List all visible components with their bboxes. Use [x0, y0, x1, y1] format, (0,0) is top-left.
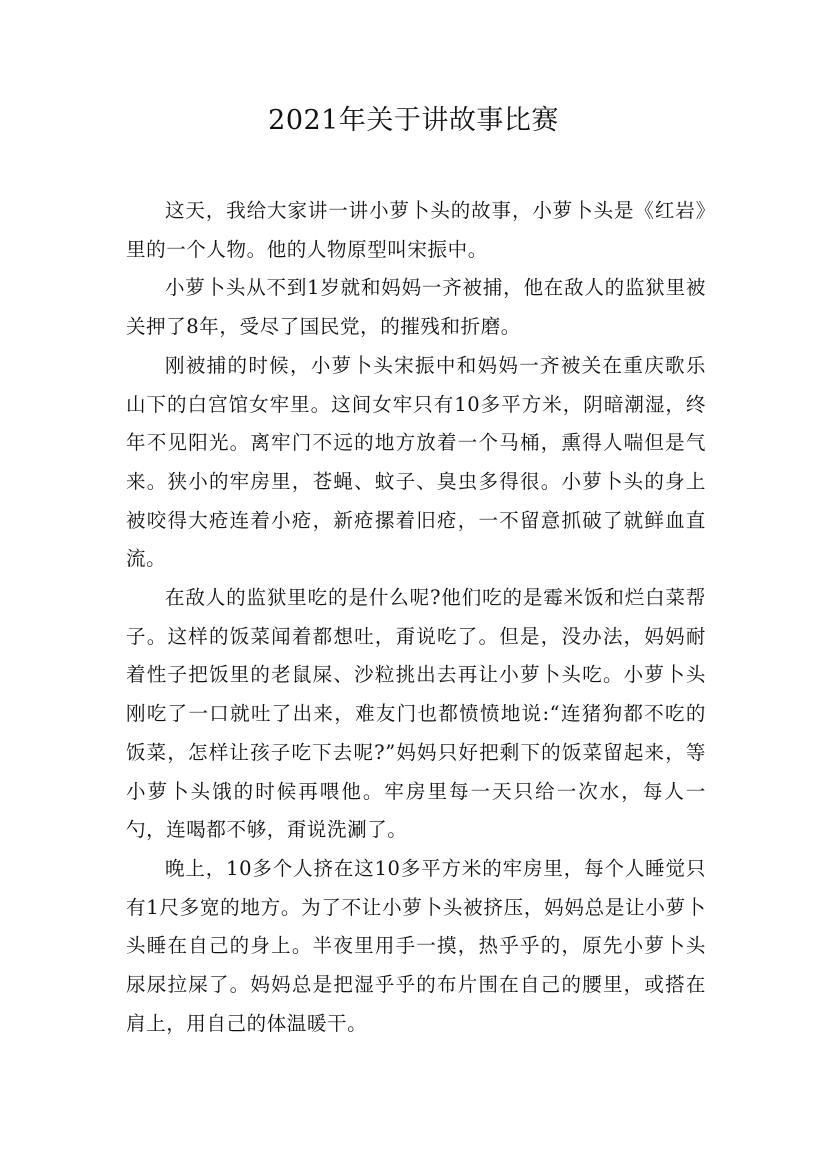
paragraph-food: 在敌人的监狱里吃的是什么呢?他们吃的是霉米饭和烂白菜帮子。这样的饭菜闻着都想吐，甭说吃了。但是，没办法，妈妈耐着性子把饭里的老鼠屎、沙粒挑出去再让小萝卜头吃。小萝卜头刚吃了一口就吐了出来，难友门也都愤愤地说:“连猪狗都不吃的饭菜，怎样让孩子吃下去呢?”妈妈只好把剩下的饭菜留起来，等小萝卜头饿的时候再喂他。牢房里每一天只给一次水，每人一勺，连喝都不够，甭说洗涮了。	[126, 586, 706, 842]
paragraph-intro: 这天，我给大家讲一讲小萝卜头的故事，小萝卜头是《红岩》里的一个人物。他的人物原型叫宋振中。	[126, 199, 706, 261]
paragraph-arrest: 小萝卜头从不到1岁就和妈妈一齐被捕，他在敌人的监狱里被关押了8年，受尽了国民党，的摧残和折磨。	[126, 276, 706, 339]
paragraph-cell: 刚被捕的时候，小萝卜头宋振中和妈妈一齐被关在重庆歌乐山下的白宫馆女牢里。这间女牢只有10多平方米，阴暗潮湿，终年不见阳光。离牢门不远的地方放着一个马桶，熏得人喘但是气来。狭小的牢房里，苍蝇、蚊子、臭虫多得很。小萝卜头的身上被咬得大疮连着小疮，新疮摞着旧疮，一不留意抓破了就鲜血直流。	[126, 353, 706, 571]
document-body	[126, 192, 706, 1043]
document-title: 2021年关于讲故事比赛	[268, 105, 559, 136]
paragraph-night: 晚上，10多个人挤在这10多平方米的牢房里，每个人睡觉只有1尺多宽的地方。为了不让小萝卜头被挤压，妈妈总是让小萝卜头睡在自己的身上。半夜里用手一摸，热乎乎的，原先小萝卜头尿尿拉屎了。妈妈总是把湿乎乎的布片围在自己的腰里，或搭在肩上，用自己的体温暖干。	[126, 856, 706, 1035]
